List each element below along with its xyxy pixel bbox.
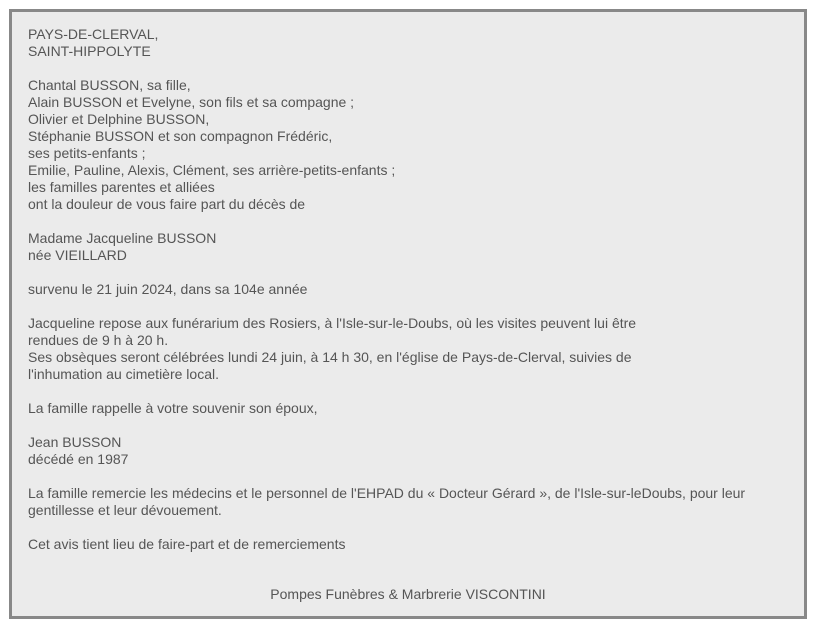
- family-line: les familles parentes et alliées: [28, 179, 215, 195]
- deceased-maiden-name: née VIEILLARD: [28, 247, 127, 263]
- spacer: [28, 383, 788, 400]
- location-line: PAYS-DE-CLERVAL,: [28, 26, 159, 42]
- spacer: [28, 60, 788, 77]
- spouse-name: Jean BUSSON: [28, 434, 122, 450]
- family-line: Olivier et Delphine BUSSON,: [28, 111, 210, 127]
- family-line: Alain BUSSON et Evelyne, son fils et sa compagne ;: [28, 94, 355, 110]
- spacer: [28, 213, 788, 230]
- location-line: SAINT-HIPPOLYTE: [28, 43, 151, 59]
- spacer: [28, 417, 788, 434]
- arrangements-line: rendues de 9 h à 20 h.: [28, 332, 169, 348]
- arrangements-line: l'inhumation au cimetière local.: [28, 366, 219, 382]
- arrangements-line: Jacqueline repose aux funérarium des Rosiers, à l'Isle-sur-le-Doubs, où les visites peuvent lui être: [28, 315, 637, 331]
- family-line: Stéphanie BUSSON et son compagnon Frédéric,: [28, 128, 333, 144]
- family-line: ont la douleur de vous faire part du décès de: [28, 196, 306, 212]
- notice-body: [28, 26, 788, 553]
- spacer: [28, 298, 788, 315]
- obituary-notice: [9, 9, 807, 619]
- death-date: survenu le 21 juin 2024, dans sa 104e année: [28, 281, 308, 297]
- deceased-name: Madame Jacqueline BUSSON: [28, 230, 217, 246]
- spacer: [28, 519, 788, 536]
- closing-line: Cet avis tient lieu de faire-part et de remerciements: [28, 536, 346, 552]
- spouse-death: décédé en 1987: [28, 451, 129, 467]
- remembrance-line: La famille rappelle à votre souvenir son époux,: [28, 400, 318, 416]
- family-line: Chantal BUSSON, sa fille,: [28, 77, 191, 93]
- spacer: [28, 468, 788, 485]
- arrangements-line: Ses obsèques seront célébrées lundi 24 juin, à 14 h 30, en l'église de Pays-de-Clerval, suivies de: [28, 349, 632, 365]
- spacer: [28, 264, 788, 281]
- family-line: ses petits-enfants ;: [28, 145, 146, 161]
- family-line: Emilie, Pauline, Alexis, Clément, ses arrière-petits-enfants ;: [28, 162, 396, 178]
- thanks-line: La famille remercie les médecins et le personnel de l'EHPAD du « Docteur Gérard », de l'Isle-sur-leDoubs, pour leur: [28, 485, 746, 501]
- thanks-line: gentillesse et leur dévouement.: [28, 502, 222, 518]
- funeral-home-footer: Pompes Funèbres & Marbrerie VISCONTINI: [270, 586, 546, 602]
